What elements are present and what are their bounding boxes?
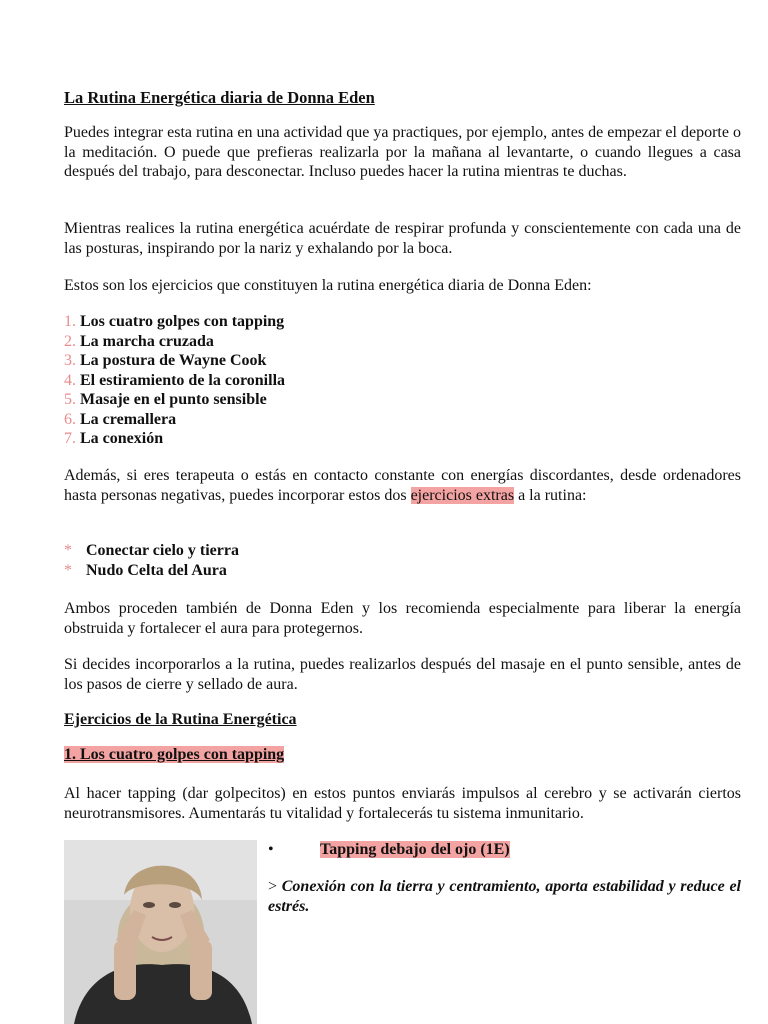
list-item: 1. Los cuatro golpes con tapping: [64, 313, 285, 330]
extras-list: [64, 541, 239, 580]
document-title: La Rutina Energética diaria de Donna Eden: [64, 88, 375, 107]
section-heading: Ejercicios de la Rutina Energética: [64, 711, 297, 728]
list-item: 7. La conexión: [64, 430, 164, 447]
exercise-heading: 1. Los cuatro golpes con tapping: [64, 746, 285, 763]
conexion-text: > Conexión con la tierra y centramiento, aporta estabilidad y reduce el estrés.: [268, 878, 741, 915]
list-item: 2. La marcha cruzada: [64, 332, 214, 350]
exercise-list: [64, 312, 285, 449]
list-item: 4. El estiramiento de la coronilla: [64, 371, 286, 389]
bullet-dot: •: [268, 841, 274, 858]
woman-tapping-photo: [64, 840, 257, 1024]
list-item: 5. Masaje en el punto sensible: [64, 391, 267, 408]
list-item: * Conectar cielo y tierra: [64, 542, 239, 559]
list-item: * Nudo Celta del Aura: [64, 561, 227, 579]
list-item: 6. La cremallera: [64, 410, 177, 428]
paragraph-tapping: Al hacer tapping (dar golpecitos) en estos puntos enviarás impulsos al cerebro y se activarán ciertos neurotransmisores. Aumentarás tu vitalidad y fortalecerás tu sistema inmunitario.: [64, 785, 741, 822]
tapping-label: Tapping debajo del ojo (1E): [320, 841, 510, 858]
paragraph-breathing: Mientras realices la rutina energética acuérdate de respirar profunda y conscientemente con cada una de las posturas, inspirando por la nariz y exhalando por la boca.: [64, 220, 741, 257]
photo-illustration: [64, 840, 257, 1024]
list-item: 3. La postura de Wayne Cook: [64, 352, 267, 369]
paragraph-exercises-intro: Estos son los ejercicios que constituyen la rutina energética diaria de Donna Eden:: [64, 277, 592, 294]
paragraph-incorporar: Si decides incorporarlos a la rutina, puedes realizarlos después del masaje en el punto sensible, antes de los pasos de cierre y sellado de aura.: [64, 656, 741, 693]
tapping-bullet: [268, 840, 741, 860]
paragraph-intro: Puedes integrar esta rutina en una actividad que ya practiques, por ejemplo, antes de empezar el deporte o la meditación. O puede que prefieras realizarla por la mañana al levantarte, o cuando llegues a casa después del trabajo, para desconectar. Incluso puedes hacer la rutina mientras te duchas.: [64, 124, 741, 180]
highlight-extras: ejercicios extras: [410, 486, 515, 504]
paragraph-extras: Además, si eres terapeuta o estás en contacto constante con energías discordantes, desde ordenadores hasta personas negativas, puedes incorporar estos dos ejercicios extras a la rutina:: [64, 467, 741, 504]
paragraph-ambos: Ambos proceden también de Donna Eden y los recomienda especialmente para liberar la energía obstruida y fortalecer el aura para protegernos.: [64, 600, 741, 637]
